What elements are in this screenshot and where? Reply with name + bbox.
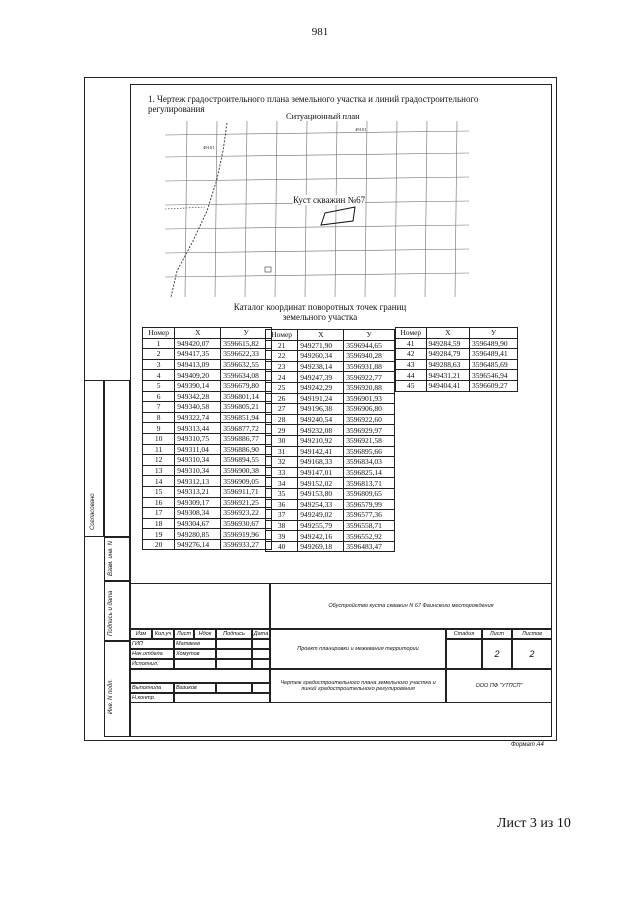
side-agreed-label: Согласовано	[90, 493, 96, 530]
cell-number: 28	[266, 414, 298, 425]
cell-y: 3596920,88	[344, 382, 395, 393]
table-row	[143, 508, 272, 519]
cell-number: 38	[266, 520, 298, 531]
cell-number: 23	[266, 361, 298, 372]
cell-number: 27	[266, 404, 298, 415]
table-row	[143, 465, 272, 476]
format-label: Формат А4	[511, 742, 544, 748]
list-header: Лист	[482, 629, 512, 639]
h-izm: Изм	[130, 629, 152, 639]
cell-x: 949309,17	[175, 497, 221, 508]
catalog-title: Каталог координат поворотных точек границ земельного участка	[233, 302, 407, 322]
cell-number: 22	[266, 351, 298, 362]
table-row	[143, 486, 272, 497]
cell-y: 3596923,22	[221, 508, 272, 519]
cell-x: 949311,04	[175, 444, 221, 455]
table-row	[266, 457, 395, 468]
cell-y: 3596886,90	[221, 444, 272, 455]
cell-x: 949313,44	[175, 423, 221, 434]
side-inv-replace-label: Взам. инв. N	[108, 541, 114, 576]
cell-x: 949284,59	[426, 338, 470, 349]
cell-y: 3596906,80	[344, 404, 395, 415]
table-row	[396, 380, 518, 391]
list-value: 2	[482, 639, 512, 669]
table-row	[143, 380, 272, 391]
table-row	[143, 370, 272, 381]
cell-number: 30	[266, 435, 298, 446]
col-x: X	[426, 328, 470, 339]
cell-number: 41	[396, 338, 427, 349]
cell-x: 949247,39	[298, 372, 344, 383]
cell-y: 3596825,14	[344, 467, 395, 478]
cell-y: 3596922,60	[344, 414, 395, 425]
cell-y: 3596577,36	[344, 510, 395, 521]
cell-number: 29	[266, 425, 298, 436]
table-row	[143, 338, 272, 349]
cell-number: 42	[396, 349, 427, 360]
cell-x: 949280,85	[175, 529, 221, 540]
cell-x: 949413,09	[175, 359, 221, 370]
cell-y: 3596929,97	[344, 425, 395, 436]
cell-number: 5	[143, 380, 175, 391]
cell-y: 3596634,08	[221, 370, 272, 381]
well-pad-label: Куст скважин №67	[293, 195, 366, 205]
cell-number: 33	[266, 467, 298, 478]
cell-x: 949255,79	[298, 520, 344, 531]
cell-x: 949417,35	[175, 349, 221, 360]
cell-number: 10	[143, 433, 175, 444]
cell-x: 949310,34	[175, 455, 221, 466]
coordinates-table-1	[142, 327, 272, 550]
cell-x: 949308,34	[175, 508, 221, 519]
listov-value: 2	[512, 639, 552, 669]
cell-x: 949313,21	[175, 486, 221, 497]
table-row	[143, 539, 272, 550]
table-row	[266, 393, 395, 404]
cell-y: 3596579,99	[344, 499, 395, 510]
cell-x: 949249,02	[298, 510, 344, 521]
sign-vypolnila	[216, 683, 252, 693]
cell-number: 16	[143, 497, 175, 508]
cell-x: 949322,74	[175, 412, 221, 423]
cell-y: 3596805,21	[221, 402, 272, 413]
cell-x: 949431,21	[426, 370, 470, 381]
cell-number: 1	[143, 338, 175, 349]
section-name: Проект планировки и межевания территории	[297, 646, 419, 652]
cell-x: 949340,58	[175, 402, 221, 413]
date-gip	[252, 639, 270, 649]
role-ispoln: Исполнил.	[130, 659, 174, 669]
cell-y: 3596877,72	[221, 423, 272, 434]
listov-header: Листов	[512, 629, 552, 639]
table-row	[266, 361, 395, 372]
cell-y: 3596901,93	[344, 393, 395, 404]
cell-x: 949152,02	[298, 478, 344, 489]
cell-y: 3596679,80	[221, 380, 272, 391]
cell-number: 17	[143, 508, 175, 519]
cell-y: 3596834,03	[344, 457, 395, 468]
cell-y: 3596921,25	[221, 497, 272, 508]
table-row	[396, 338, 518, 349]
cell-x: 949153,80	[298, 488, 344, 499]
situational-plan-map	[165, 121, 469, 297]
stadia-value	[446, 639, 482, 669]
cell-number: 15	[143, 486, 175, 497]
table-row	[143, 497, 272, 508]
cell-x: 949390,14	[175, 380, 221, 391]
cell-number: 24	[266, 372, 298, 383]
cell-number: 2	[143, 349, 175, 360]
organization-cell	[446, 669, 552, 703]
cell-number: 8	[143, 412, 175, 423]
map-label-left: 49101	[203, 145, 215, 150]
sheet-title-cell	[270, 669, 446, 703]
cell-y: 3596809,65	[344, 488, 395, 499]
cell-number: 12	[143, 455, 175, 466]
drawing-title: 1. Чертеж градостроительного плана земельного участка и линий градостроительного регулирования	[148, 94, 479, 114]
cell-x: 949304,67	[175, 518, 221, 529]
col-y: У	[470, 328, 518, 339]
cell-number: 37	[266, 510, 298, 521]
col-y: У	[344, 330, 395, 341]
cell-number: 6	[143, 391, 175, 402]
cell-x: 949238,14	[298, 361, 344, 372]
table-row	[266, 541, 395, 552]
cell-y: 3596546,94	[470, 370, 518, 381]
cell-x: 949269,18	[298, 541, 344, 552]
cell-y: 3596919,96	[221, 529, 272, 540]
cell-x: 949271,90	[298, 340, 344, 351]
sheet-title: Чертеж градостроительного плана земельного участка и линий градостроительного регулирования	[280, 680, 436, 692]
table-row	[143, 444, 272, 455]
project-name-cell	[270, 583, 552, 629]
cell-y: 3596558,71	[344, 520, 395, 531]
side-cell-agreed	[104, 380, 130, 537]
cell-y: 3596921,58	[344, 435, 395, 446]
h-data: Дата	[253, 631, 269, 637]
col-x: X	[298, 330, 344, 341]
cell-number: 7	[143, 402, 175, 413]
cell-y: 3596931,88	[344, 361, 395, 372]
col-number: Номер	[396, 328, 427, 339]
role-nkontr: Н.контр.	[130, 693, 174, 703]
cell-y: 3596615,82	[221, 338, 272, 349]
cell-number: 34	[266, 478, 298, 489]
table-row	[266, 488, 395, 499]
cell-number: 18	[143, 518, 175, 529]
cell-number: 32	[266, 457, 298, 468]
cell-y: 3596900,38	[221, 465, 272, 476]
cell-number: 13	[143, 465, 175, 476]
cell-y: 3596609,27	[470, 380, 518, 391]
cell-number: 43	[396, 359, 427, 370]
coordinates-table-2	[265, 329, 395, 552]
cell-number: 31	[266, 446, 298, 457]
cell-y: 3596489,41	[470, 349, 518, 360]
cell-number: 20	[143, 539, 175, 550]
sheet-counter: Лист 3 из 10	[497, 816, 571, 831]
cell-x: 949191,24	[298, 393, 344, 404]
cell-y: 3596485,69	[470, 359, 518, 370]
table-row	[143, 476, 272, 487]
cell-y: 3596801,14	[221, 391, 272, 402]
side-inv-orig-label: Инв. N подл.	[108, 678, 114, 714]
col-x: X	[175, 328, 221, 339]
map-label-top: 49101	[355, 127, 367, 132]
cell-y: 3596922,77	[344, 372, 395, 383]
cell-x: 949310,34	[175, 465, 221, 476]
table-row	[143, 455, 272, 466]
cell-y: 3596909,05	[221, 476, 272, 487]
cell-y: 3596552,92	[344, 531, 395, 542]
table-row	[143, 412, 272, 423]
table-row	[266, 435, 395, 446]
cell-x: 949147,01	[298, 467, 344, 478]
cell-x: 949260,34	[298, 351, 344, 362]
table-row	[266, 414, 395, 425]
cell-x: 949276,14	[175, 539, 221, 550]
cell-x: 949409,20	[175, 370, 221, 381]
h-list: Лист	[174, 629, 194, 639]
situational-plan-label: Ситуационный план	[286, 111, 360, 121]
project-name: Обустройство куста скважин N 67 Фаинского месторождения	[328, 603, 494, 609]
cell-x: 949312,13	[175, 476, 221, 487]
side-sign-date-label: Подпись и дата	[108, 590, 114, 636]
table-row	[396, 370, 518, 381]
table-row	[143, 529, 272, 540]
role-gip: ГИП	[130, 639, 174, 649]
table-row	[266, 351, 395, 362]
cell-number: 44	[396, 370, 427, 381]
cell-number: 45	[396, 380, 427, 391]
cell-y: 3596944,65	[344, 340, 395, 351]
cell-number: 9	[143, 423, 175, 434]
blank-row	[130, 669, 270, 683]
cell-number: 40	[266, 541, 298, 552]
title-block	[130, 583, 552, 737]
cell-x: 949420,07	[175, 338, 221, 349]
cell-number: 36	[266, 499, 298, 510]
cell-y: 3596483,47	[344, 541, 395, 552]
table-row	[266, 340, 395, 351]
cell-y: 3596894,55	[221, 455, 272, 466]
cell-number: 39	[266, 531, 298, 542]
table-row	[266, 446, 395, 457]
cell-x: 949142,41	[298, 446, 344, 457]
page-number: 981	[311, 26, 329, 38]
cell-y: 3596489,90	[470, 338, 518, 349]
table-row	[266, 467, 395, 478]
h-kol: Кол.уч	[152, 629, 174, 639]
role-nach: Нач.отдела	[130, 649, 174, 659]
table-row	[266, 425, 395, 436]
table-row	[266, 382, 395, 393]
sign-gip	[216, 639, 252, 649]
sign-ispoln	[216, 659, 252, 669]
name-vypolnila: Вазиков	[174, 683, 216, 693]
cell-y: 3596895,66	[344, 446, 395, 457]
cell-number: 21	[266, 340, 298, 351]
table-row	[143, 359, 272, 370]
cell-x: 949210,92	[298, 435, 344, 446]
cell-y: 3596940,28	[344, 351, 395, 362]
cell-x: 949254,33	[298, 499, 344, 510]
cell-y: 3596813,71	[344, 478, 395, 489]
cell-number: 26	[266, 393, 298, 404]
table-row	[266, 372, 395, 383]
cell-x: 949288,63	[426, 359, 470, 370]
table-row	[143, 391, 272, 402]
coordinates-table-3	[395, 327, 518, 392]
role-vypolnila: Выполнила	[130, 683, 174, 693]
table-row	[266, 510, 395, 521]
cell-x: 949242,16	[298, 531, 344, 542]
table-row	[396, 359, 518, 370]
cell-x: 949232,08	[298, 425, 344, 436]
table-row	[266, 531, 395, 542]
cell-number: 35	[266, 488, 298, 499]
name-gip: Матвеев	[174, 639, 216, 649]
table-row	[266, 404, 395, 415]
cell-number: 19	[143, 529, 175, 540]
cell-y: 3596933,27	[221, 539, 272, 550]
col-number: Номер	[266, 330, 298, 341]
date-vypolnila	[252, 683, 270, 693]
cell-x: 949284,79	[426, 349, 470, 360]
cell-x: 949310,75	[175, 433, 221, 444]
organization: ООО ПФ "УТПСП"	[475, 683, 523, 689]
cell-x: 949168,33	[298, 457, 344, 468]
table-row	[266, 520, 395, 531]
h-ndok: Ндок	[194, 629, 216, 639]
nkontr-rest	[174, 693, 270, 703]
date-ispoln	[252, 659, 270, 669]
cell-x: 949196,38	[298, 404, 344, 415]
cell-y: 3596851,94	[221, 412, 272, 423]
stadia-header: Стадия	[446, 629, 482, 639]
col-number: Номер	[143, 328, 175, 339]
cell-number: 11	[143, 444, 175, 455]
section-name-cell	[270, 629, 446, 669]
sign-nach	[216, 649, 252, 659]
table-row	[143, 423, 272, 434]
cell-y: 3596930,67	[221, 518, 272, 529]
cell-y: 3596886,77	[221, 433, 272, 444]
cell-number: 14	[143, 476, 175, 487]
table-row	[143, 433, 272, 444]
date-nach	[252, 649, 270, 659]
cell-number: 25	[266, 382, 298, 393]
revision-rows	[130, 583, 270, 629]
table-row	[396, 349, 518, 360]
cell-number: 4	[143, 370, 175, 381]
table-row	[143, 518, 272, 529]
cell-y: 3596632,55	[221, 359, 272, 370]
table-row	[143, 402, 272, 413]
cell-y: 3596622,33	[221, 349, 272, 360]
col-y: У	[221, 328, 272, 339]
h-podp: Подпись	[216, 629, 252, 639]
cell-y: 3596911,71	[221, 486, 272, 497]
table-row	[266, 499, 395, 510]
table-row	[266, 478, 395, 489]
name-nach: Хомутов	[174, 649, 216, 659]
cell-x: 949342,28	[175, 391, 221, 402]
cell-x: 949242,29	[298, 382, 344, 393]
cell-number: 3	[143, 359, 175, 370]
cell-x: 949240,54	[298, 414, 344, 425]
table-row	[143, 349, 272, 360]
name-ispoln	[174, 659, 216, 669]
cell-x: 949404,41	[426, 380, 470, 391]
